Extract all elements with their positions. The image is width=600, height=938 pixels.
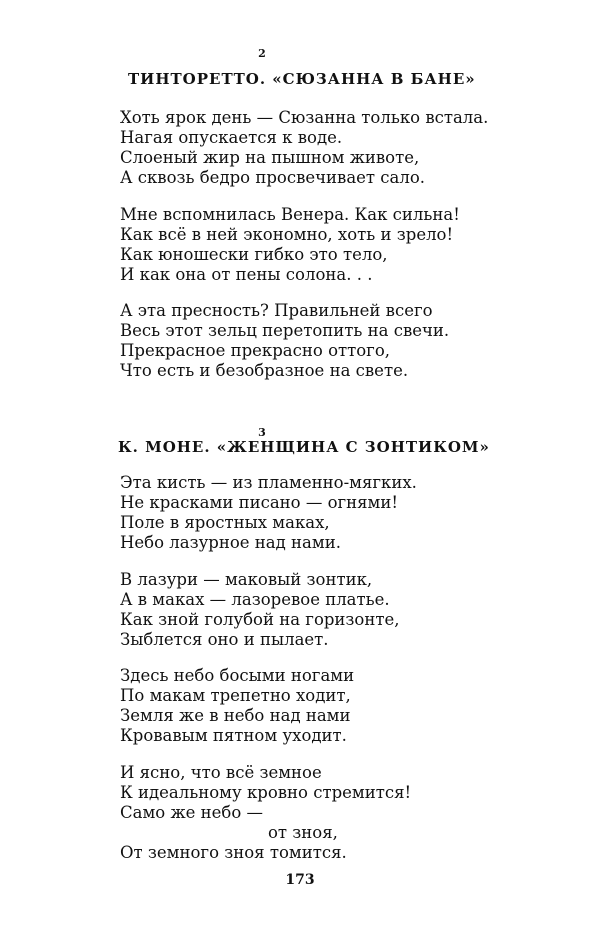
verse-line: К идеальному кровно стремится! [120,783,412,802]
verse-line: Зыблется оно и пылает. [120,630,329,649]
verse-line: Поле в яростных маках, [120,513,330,532]
stanza-2-2 [120,205,460,285]
verse-line: А в маках — лазоревое платье. [120,590,390,609]
verse-line: Мне вспомнилась Венера. Как сильна! [120,205,460,224]
verse-line: Нагая опускается к воде. [120,128,343,147]
verse-line: В лазури — маковый зонтик, [120,570,373,589]
stanza-2-3 [120,301,449,381]
verse-line: Эта кисть — из пламенно-мягких. [120,473,417,492]
poem-title-monet: К. МОНЕ. «ЖЕНЩИНА С ЗОНТИКОМ» [118,438,490,456]
verse-line: Как зной голубой на горизонте, [120,610,400,629]
poem-number-2: 2 [258,47,266,60]
verse-line: Небо лазурное над нами. [120,533,341,552]
verse-line: Прекрасное прекрасно оттого, [120,341,391,360]
page-number: 173 [285,872,315,888]
stanza-3-3 [120,666,354,746]
verse-line: И как она от пены солона. . . [120,265,373,284]
stanza-3-1 [120,473,417,553]
verse-line: Земля же в небо над нами [120,706,351,725]
verse-line: А сквозь бедро просвечивает сало. [120,168,426,187]
verse-line: А эта пресность? Правильней всего [120,301,433,320]
poem-number-3: 3 [258,426,266,439]
verse-line: И ясно, что всё земное [120,763,322,782]
verse-line: Что есть и безобразное на свете. [120,361,409,380]
verse-line: Не красками писано — огнями! [120,493,399,512]
stanza-3-4 [120,763,411,863]
stanza-2-1 [120,108,488,188]
verse-line: По макам трепетно ходит, [120,686,351,705]
verse-line-indented: от зноя, [268,823,338,842]
verse-line: Кровавым пятном уходит. [120,726,347,745]
stanza-3-2 [120,570,400,650]
poem-title-tintoretto: ТИНТОРЕТТО. «СЮЗАННА В БАНЕ» [128,70,476,88]
verse-line: Здесь небо босыми ногами [120,666,355,685]
verse-line: Как юношески гибко это тело, [120,245,388,264]
verse-line: От земного зноя томится. [120,843,347,862]
verse-line: Весь этот зельц перетопить на свечи. [120,321,450,340]
verse-line: Как всё в ней экономно, хоть и зрело! [120,225,454,244]
verse-line: Слоеный жир на пышном животе, [120,148,420,167]
verse-line: Само же небо — [120,803,264,822]
verse-line: Хоть ярок день — Сюзанна только встала. [120,108,489,127]
